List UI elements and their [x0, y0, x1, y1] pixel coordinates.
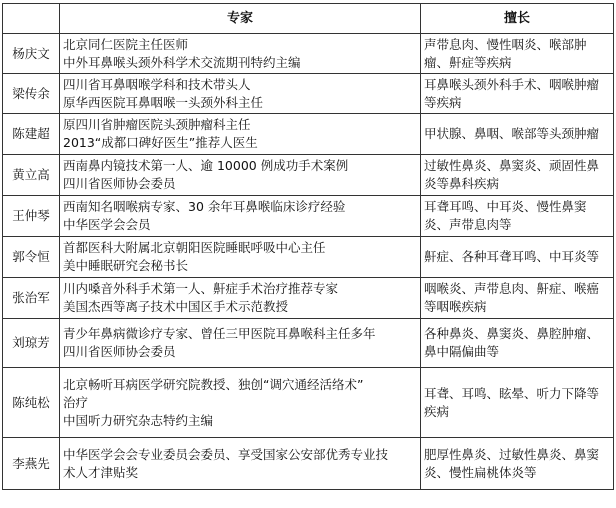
header-name-cell	[3, 4, 60, 34]
doctor-name: 陈纯松	[3, 368, 60, 438]
expert-credentials	[60, 319, 421, 368]
doctor-specialty: 甲状腺、鼻咽、喉部等头颈肿瘤	[421, 114, 614, 155]
table-row	[3, 196, 614, 237]
doctor-name: 王仲琴	[3, 196, 60, 237]
doctor-specialty: 鼾症、各种耳聋耳鸣、中耳炎等	[421, 237, 614, 278]
credential-line: 中华医学会会专业委员会委员、享受国家公安部优秀专业技	[63, 446, 389, 462]
doctor-specialty: 声带息肉、慢性咽炎、喉部肿瘤、鼾症等疾病	[421, 34, 614, 74]
table-row	[3, 155, 614, 196]
credential-line: 术人才津贴奖	[63, 464, 139, 480]
credential-line: 四川省医师协会委员	[63, 176, 176, 191]
doctor-specialty: 耳聋耳鸣、中耳炎、慢性鼻窦炎、声带息肉等	[421, 196, 614, 237]
table-row	[3, 278, 614, 319]
table-row	[3, 368, 614, 438]
expert-credentials	[60, 196, 421, 237]
expert-table	[2, 3, 614, 490]
header-specialty: 擅长	[421, 4, 614, 34]
credential-line: 西南知名咽喉病专家、30 余年耳鼻喉临床诊疗经验	[63, 199, 346, 214]
doctor-name: 郭令恒	[3, 237, 60, 278]
doctor-specialty: 咽喉炎、声带息肉、鼾症、喉癌等咽喉疾病	[421, 278, 614, 319]
doctor-specialty: 各种鼻炎、鼻窦炎、鼻腔肿瘤、鼻中隔偏曲等	[421, 319, 614, 368]
doctor-name: 刘琼芳	[3, 319, 60, 368]
credential-line: 四川省医师协会委员	[63, 344, 176, 359]
expert-credentials	[60, 438, 421, 490]
expert-credentials	[60, 34, 421, 74]
credential-line: 中华医学会会员	[63, 217, 151, 232]
doctor-specialty: 过敏性鼻炎、鼻窦炎、顽固性鼻炎等鼻科疾病	[421, 155, 614, 196]
expert-credentials	[60, 155, 421, 196]
doctor-specialty: 耳鼻喉头颈外科手术、咽喉肿瘤等疾病	[421, 74, 614, 114]
table-row	[3, 34, 614, 74]
credential-line: 原四川省肿瘤医院头颈肿瘤科主任	[63, 117, 251, 132]
doctor-specialty: 肥厚性鼻炎、过敏性鼻炎、鼻窦炎、慢性扁桃体炎等	[421, 438, 614, 490]
table-row	[3, 319, 614, 368]
credential-line: 美国杰西等离子技术中国区手术示范教授	[63, 299, 289, 314]
header-expert: 专家	[60, 4, 421, 34]
expert-credentials	[60, 368, 421, 438]
credential-line: 四川省耳鼻咽喉学科和技术带头人	[63, 76, 251, 92]
credential-line: 原华西医院耳鼻咽喉一头颈外科主任	[63, 94, 264, 110]
expert-credentials	[60, 114, 421, 155]
table-row	[3, 114, 614, 155]
table-row	[3, 74, 614, 114]
credential-line: 美中睡眠研究会秘书长	[63, 258, 189, 273]
doctor-name: 李燕先	[3, 438, 60, 490]
credential-line: 中国听力研究杂志特约主编	[63, 412, 214, 428]
doctor-name: 杨庆文	[3, 34, 60, 74]
table-row	[3, 237, 614, 278]
credential-line: 川内嗓音外科手术第一人、鼾症手术治疗推荐专家	[63, 281, 339, 296]
expert-credentials	[60, 278, 421, 319]
expert-credentials	[60, 74, 421, 114]
doctor-name: 陈建超	[3, 114, 60, 155]
doctor-name: 梁传余	[3, 74, 60, 114]
doctor-name: 张治军	[3, 278, 60, 319]
table-row	[3, 438, 614, 490]
credential-line: 北京畅听耳病医学研究院教授、独创“调穴通经活络术”	[63, 376, 364, 392]
credential-line: 中外耳鼻喉头颈外科学术交流期刊特约主编	[63, 54, 301, 70]
credential-line: 2013“成都口碑好医生”推荐人医生	[63, 135, 258, 150]
expert-credentials	[60, 237, 421, 278]
doctor-specialty: 耳聋、耳鸣、眩晕、听力下降等疾病	[421, 368, 614, 438]
credential-line: 西南鼻内镜技术第一人、逾 10000 例成功手术案例	[63, 158, 349, 173]
header-row	[3, 4, 614, 34]
credential-line: 北京同仁医院主任医师	[63, 36, 189, 52]
credential-line: 青少年鼻病微诊疗专家、曾任三甲医院耳鼻喉科主任多年	[63, 326, 376, 341]
credential-line: 首都医科大附属北京朝阳医院睡眠呼吸中心主任	[63, 240, 326, 255]
credential-line: 治疗	[63, 394, 89, 410]
doctor-name: 黄立高	[3, 155, 60, 196]
